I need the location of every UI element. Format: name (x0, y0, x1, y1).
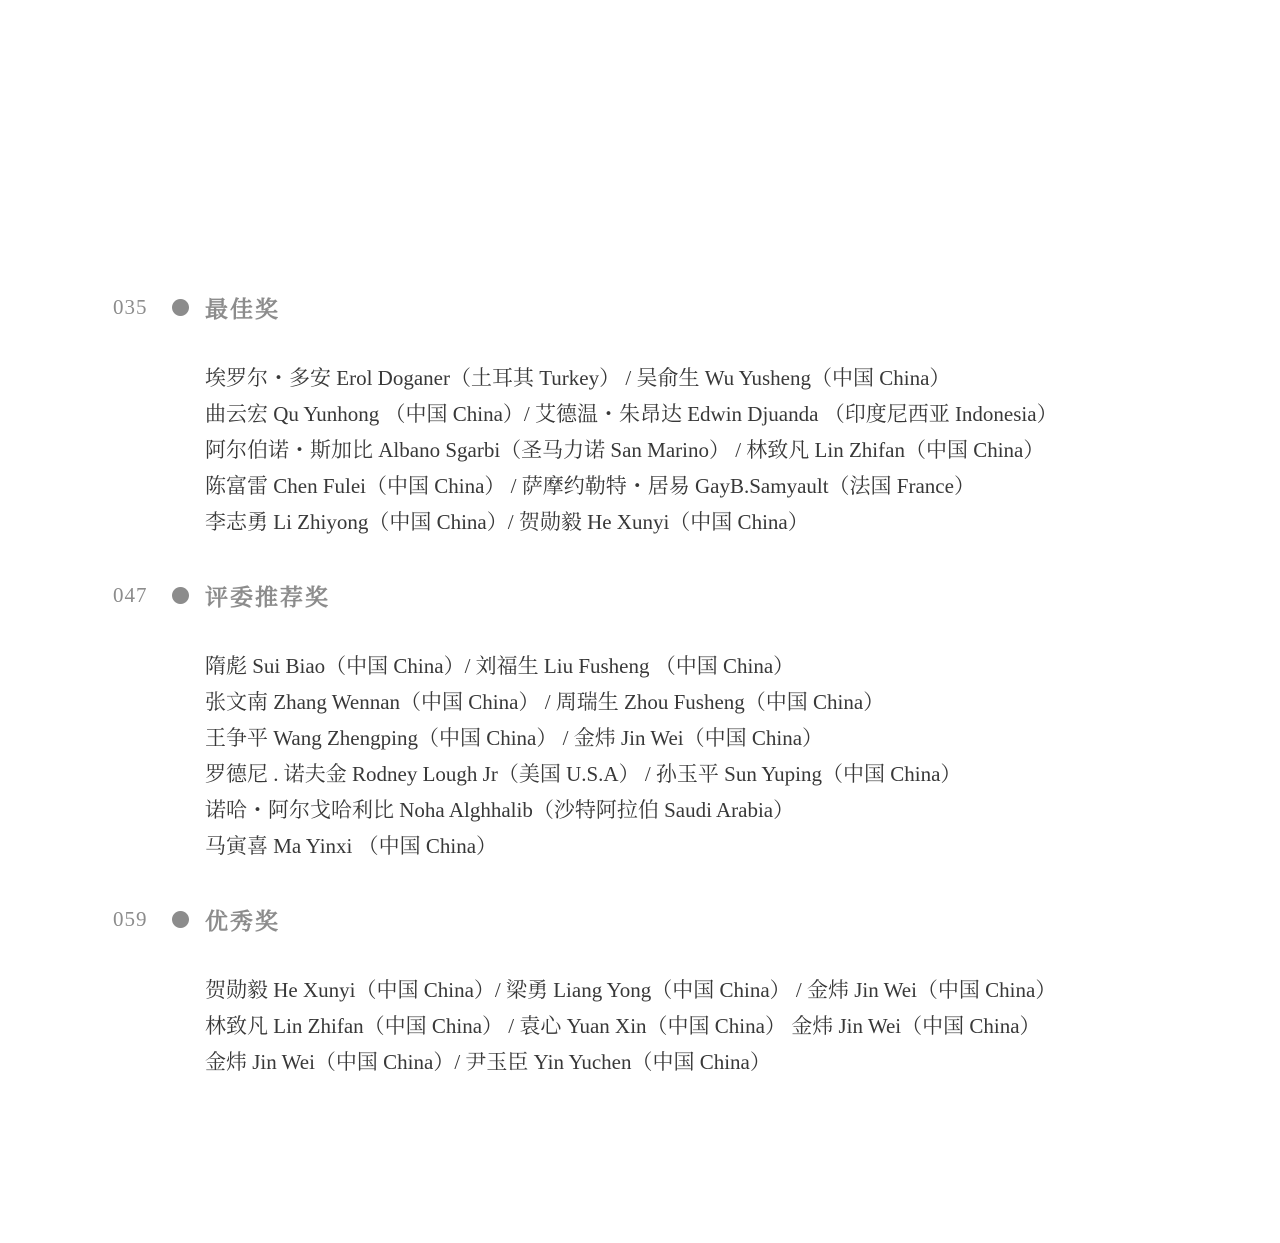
entry-line: 贺勋毅 He Xunyi（中国 China）/ 梁勇 Liang Yong（中国 China） / 金炜 Jin Wei（中国 China） (205, 978, 1057, 1002)
entry-line: 张文南 Zhang Wennan（中国 China） / 周瑞生 Zhou Fusheng（中国 China） (205, 690, 885, 714)
bullet-icon (172, 299, 189, 316)
page-number: 059 (113, 906, 148, 931)
section-title: 优秀奖 (205, 907, 280, 934)
entry-line: 曲云宏 Qu Yunhong （中国 China）/ 艾德温・朱昂达 Edwin Djuanda （印度尼西亚 Indonesia） (205, 402, 1058, 426)
entry-list (205, 648, 1220, 864)
section-title: 评委推荐奖 (205, 583, 330, 610)
entry-line: 马寅喜 Ma Yinxi （中国 China） (205, 834, 498, 858)
entry-line: 阿尔伯诺・斯加比 Albano Sgarbi（圣马力诺 San Marino） / 林致凡 Lin Zhifan（中国 China） (205, 438, 1045, 462)
entry-line: 李志勇 Li Zhiyong（中国 China）/ 贺勋毅 He Xunyi（中国 China） (205, 510, 809, 534)
entry-list (205, 360, 1220, 540)
entry-line: 林致凡 Lin Zhifan（中国 China） / 袁心 Yuan Xin（中国 China） 金炜 Jin Wei（中国 China） (205, 1014, 1041, 1038)
entry-line: 埃罗尔・多安 Erol Doganer（土耳其 Turkey） / 吴俞生 Wu Yusheng（中国 China） (205, 366, 951, 390)
bullet-icon (172, 587, 189, 604)
section-title: 最佳奖 (205, 295, 280, 322)
entry-line: 罗德尼 . 诺夫金 Rodney Lough Jr（美国 U.S.A） / 孙玉平 Sun Yuping（中国 China） (205, 762, 962, 786)
section-jury-recommendation-award (113, 582, 1220, 864)
section-header (113, 582, 1220, 608)
entry-line: 隋彪 Sui Biao（中国 China）/ 刘福生 Liu Fusheng （中国 China） (205, 654, 795, 678)
section-header (113, 294, 1220, 320)
entry-line: 金炜 Jin Wei（中国 China）/ 尹玉臣 Yin Yuchen（中国 China） (205, 1050, 771, 1074)
section-excellence-award (113, 906, 1220, 1080)
entry-line: 陈富雷 Chen Fulei（中国 China） / 萨摩约勒特・居易 GayB.Samyault（法国 France） (205, 474, 975, 498)
entry-list (205, 972, 1220, 1080)
section-best-award (113, 294, 1220, 540)
bullet-icon (172, 911, 189, 928)
entry-line: 诺哈・阿尔戈哈利比 Noha Alghhalib（沙特阿拉伯 Saudi Arabia） (205, 798, 795, 822)
page-number: 035 (113, 294, 148, 319)
entry-line: 王争平 Wang Zhengping（中国 China） / 金炜 Jin Wei（中国 China） (205, 726, 824, 750)
section-header (113, 906, 1220, 932)
page-number: 047 (113, 582, 148, 607)
